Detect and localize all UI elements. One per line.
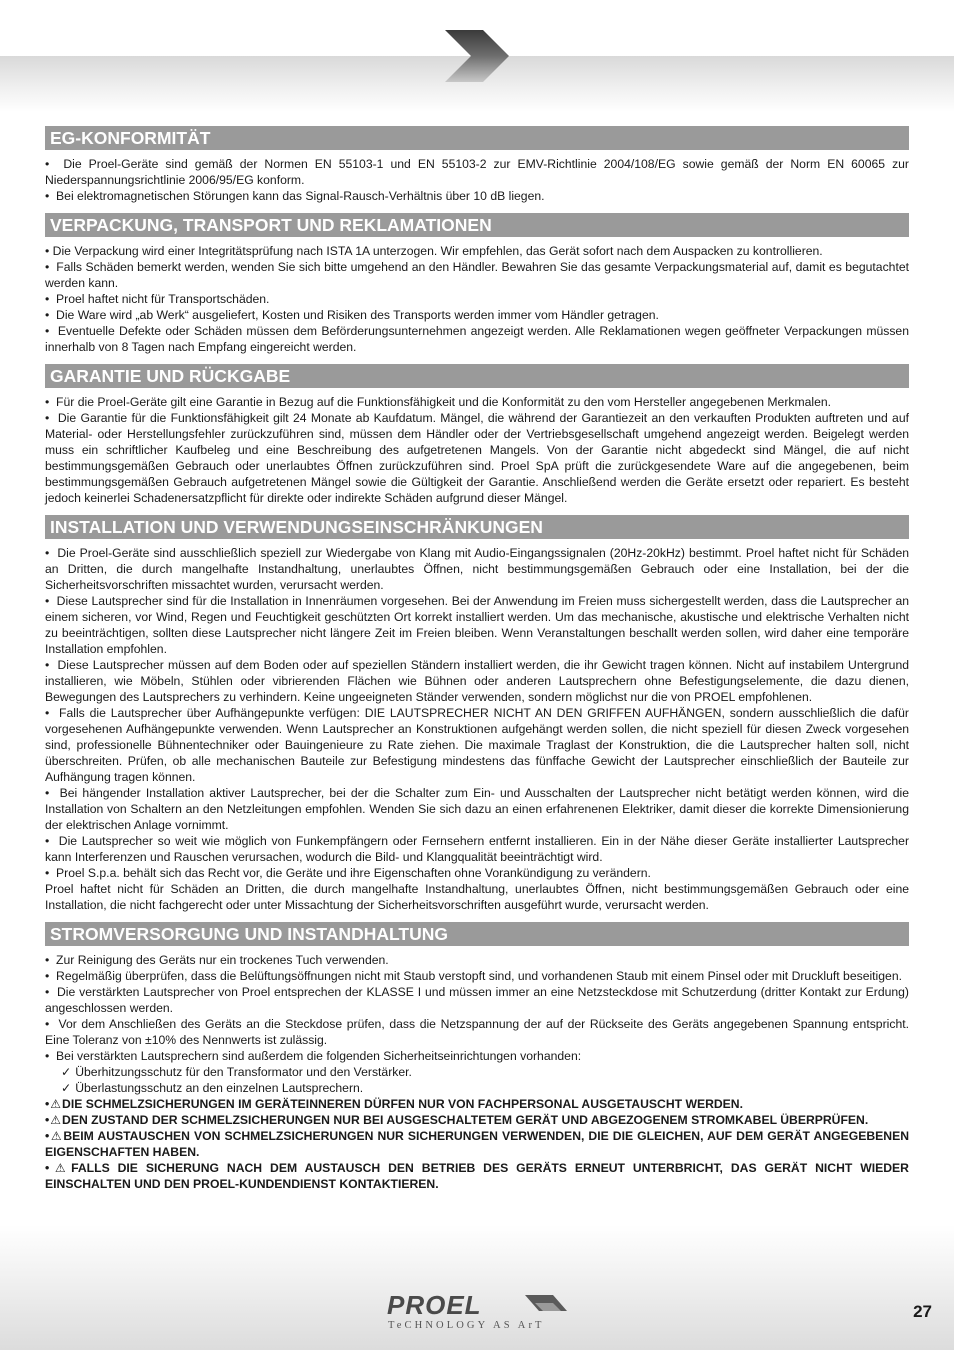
bullet-item: • Die Lautsprecher so weit wie möglich von Funkempfängern oder Fernsehern entfernt installieren. Ein in der Nähe dieser Geräte installierter Lautsprecher kann Interferenzen und Rauschen verursachen, wodurch die Bild- und Klangqualität beeinträchtigt wird. [45, 833, 909, 865]
bullet-item: • Proel haftet nicht für Transportschäden. [45, 291, 909, 307]
warning-item [45, 1160, 909, 1192]
bullet-item: • Die Proel-Geräte sind gemäß der Normen EN 55103-1 und EN 55103-2 zur EMV-Richtlinie 2004/108/EG sowie gemäß der Norm EN 60065 zur Niederspannungsrichtlinie 2006/95/EG konform. [45, 156, 909, 188]
bullet-dot: • [45, 1161, 50, 1175]
warning-text: DEN ZUSTAND DER SCHMELZSICHERUNGEN NUR BEI AUSGESCHALTETEM GERÄT UND ABGEZOGENEM STROMKABEL ÜBERPRÜFEN. [62, 1113, 869, 1127]
bullet-item: • Diese Lautsprecher sind für die Installation in Innenräumen vorgesehen. Bei der Anwendung im Freien muss sichergestellt werden, dass die Lautsprecher an einem sicheren, vor Wind, Regen und Feuchtigkeit geschützten Ort korrekt installiert werden. Um das mechanische, akustische und elektrische Verhalten nicht zu beeinträchtigen, sollten diese Lautsprecher nicht längere Zeit im Freien bleiben. Wenn Veranstaltungen beschallt werden sollen, wird daher eine temporäre Installation empfohlen. [45, 593, 909, 657]
section [45, 515, 909, 913]
warning-text: DIE SCHMELZSICHERUNGEN IM GERÄTEINNEREN DÜRFEN NUR VON FACHPERSONAL AUSGETAUSCHT WERDEN. [62, 1097, 743, 1111]
check-item [45, 1080, 909, 1096]
section [45, 126, 909, 204]
chevron-arrow-icon [443, 28, 511, 84]
section-title: VERPACKUNG, TRANSPORT UND REKLAMATIONEN [45, 213, 909, 237]
warning-triangle-icon: ⚠ [50, 1113, 62, 1127]
warning-triangle-icon: ⚠ [50, 1129, 63, 1143]
warning-item [45, 1112, 909, 1128]
bullet-item: • Die Proel-Geräte sind ausschließlich speziell zur Wiedergabe von Klang mit Audio-Eingangssignalen (20Hz-20kHz) bestimmt. Proel haftet nicht für Schäden an Dritten, die durch mangelhafte Instandhaltung, unerlaubtes Öffnen, nicht bestimmungsgemäßen Gebrauch oder eine Installation, bei der die Sicherheitsvorschriften missachtet wurden, verursacht werden. [45, 545, 909, 593]
warning-text: FALLS DIE SICHERUNG NACH DEM AUSTAUSCH DEN BETRIEB DES GERÄTS ERNEUT UNTERBRICHT, DAS GERÄT NICHT WIEDER EINSCHALTEN UND DEN PROEL-KUNDENDIENST KONTAKTIEREN. [45, 1161, 909, 1191]
warning-triangle-icon: ⚠ [50, 1097, 62, 1111]
warning-triangle-icon: ⚠ [50, 1161, 71, 1175]
bullet-item: • Diese Lautsprecher müssen auf dem Boden oder auf speziellen Ständern installiert werden, die ihr Gewicht tragen können. Nicht auf instabilem Untergrund installieren, wie Möbeln, Stühlen oder vibrierenden Flächen wie Bühnen oder anderen Lautsprechern ohne Befestigungselemente, die dazu dienen, Bewegungen des Lautsprechers zu verhindern. Keine ungeeigneten Ständer verwenden, sondern möglichst nur die von PROEL empfohlenen. [45, 657, 909, 705]
section-title: GARANTIE UND RÜCKGABE [45, 364, 909, 388]
bullet-item: • Eventuelle Defekte oder Schäden müssen dem Beförderungsunternehmen angezeigt werden. Alle Reklamationen wegen geöffneter Verpackungen müssen innerhalb von 8 Tagen nach Empfang eingereicht werden. [45, 323, 909, 355]
section [45, 922, 909, 1192]
section [45, 364, 909, 506]
paragraph: Proel haftet nicht für Schäden an Dritten, die durch mangelhafte Instandhaltung, unerlaubtes Öffnen, nicht bestimmungsgemäßen Gebrauch oder eine Installation, die nicht fachgerecht oder unter Missachtung der Sicherheitsvorschriften ausgeführt wurde, verursacht werden. [45, 882, 909, 912]
document-body [45, 126, 909, 1192]
warning-text: BEIM AUSTAUSCHEN VON SCHMELZSICHERUNGEN NUR SICHERUNGEN VERWENDEN, DIE DIE GLEICHEN, AUF DEM GERÄT ANGEGEBENEN EIGENSCHAFTEN HABEN. [45, 1129, 910, 1159]
warning-item [45, 1096, 909, 1112]
proel-logo [385, 1290, 575, 1330]
bullet-item: • Die Garantie für die Funktionsfähigkeit gilt 24 Monate ab Kaufdatum. Mängel, die während der Garantiezeit an den verkauften Produkten auftreten und auf Material- oder Herstellungsfehler zurückzuführen sind, müssen dem Händler oder der Vertriebsgesellschaft umgehend angezeigt werden. Beigelegt werden muss ein schriftlicher Kaufbeleg und eine Beschreibung des aufgetretenen Mangels. Von der Garantie nicht abgedeckt sind Mängel, die auf nicht bestimmungsgemäßen Gebrauch oder unerlaubtes Öffnen zurückzuführen sind. Proel SpA prüft die zurückgesendete Ware auf die angegebenen, beim bestimmungsgemäßen Gebrauch aufgetretenen Mängel sowie die Gültigkeit der Garantie. Anschließend werden die Geräte ersetzt oder repariert. Es besteht jedoch keinerlei Schadenersatzpflicht für direkte oder indirekte Schäden aufgrund dieser Mängel. [45, 410, 909, 506]
paragraph: • Die Verpackung wird einer Integritätsprüfung nach ISTA 1A unterzogen. Wir empfehlen, das Gerät sofort nach dem Auspacken zu kontrollieren. [45, 244, 823, 258]
bullet-item: • Für die Proel-Geräte gilt eine Garantie in Bezug auf die Funktionsfähigkeit und die Konformität zu den vom Hersteller angegebenen Merkmalen. [45, 394, 909, 410]
checkmark-icon: ✓ [61, 1065, 72, 1079]
logo-wordmark: PROEL [387, 1290, 482, 1320]
bullet-item: • Regelmäßig überprüfen, dass die Belüftungsöffnungen nicht mit Staub verstopft sind, und vorhandenen Staub mit einem Pinsel oder mit Druckluft beseitigen. [45, 968, 909, 984]
section-title: STROMVERSORGUNG UND INSTANDHALTUNG [45, 922, 909, 946]
check-item-text: Überlastungsschutz an den einzelnen Lautsprechern. [75, 1081, 364, 1095]
bullet-item: • Die Ware wird „ab Werk“ ausgeliefert, Kosten und Risiken des Transports werden immer vom Händler getragen. [45, 307, 909, 323]
check-item [45, 1064, 909, 1080]
section-title: EG-KONFORMITÄT [45, 126, 909, 150]
bullet-item: • Bei elektromagnetischen Störungen kann das Signal-Rausch-Verhältnis über 10 dB liegen. [45, 188, 909, 204]
checkmark-icon: ✓ [61, 1081, 72, 1095]
bullet-item: • Proel S.p.a. behält sich das Recht vor, die Geräte und ihre Eigenschaften ohne Vorankündigung zu verändern. [45, 865, 909, 881]
check-item-text: Überhitzungsschutz für den Transformator und den Verstärker. [75, 1065, 412, 1079]
section-title: INSTALLATION UND VERWENDUNGSEINSCHRÄNKUNGEN [45, 515, 909, 539]
bullet-dot: • [45, 1113, 50, 1127]
bullet-item: • Bei hängender Installation aktiver Lautsprecher, bei der die Schalter zum Ein- und Ausschalten der Lautsprecher nicht betätigt werden können, wird die Installation von Schaltern an den Netzleitungen empfohlen. Wenden Sie sich dazu an einen erfahrenenen Elektriker, damit dieser die korrekte Dimensionierung der elektrischen Anlage vornimmt. [45, 785, 909, 833]
warning-item [45, 1128, 909, 1160]
bullet-dot: • [45, 1097, 50, 1111]
section [45, 213, 909, 355]
footer-band [0, 1225, 954, 1350]
bullet-item: • Zur Reinigung des Geräts nur ein trockenes Tuch verwenden. [45, 952, 909, 968]
bullet-item: • Falls Schäden bemerkt werden, wenden Sie sich bitte umgehend an den Händler. Bewahren Sie das gesamte Verpackungsmaterial auf, damit es begutachtet werden kann. [45, 259, 909, 291]
page-number: 27 [913, 1302, 932, 1321]
bullet-item: • Vor dem Anschließen des Geräts an die Steckdose prüfen, dass die Netzspannung der auf der Rückseite des Geräts angegebenen Spannung entspricht. Eine Toleranz von ±10% des Nennwerts ist zulässig. [45, 1016, 909, 1048]
bullet-dot: • [45, 1129, 50, 1143]
bullet-item: • Falls die Lautsprecher über Aufhängepunkte verfügen: DIE LAUTSPRECHER NICHT AN DEN GRIFFEN AUFHÄNGEN, sondern ausschließlich die dafür vorgesehenen Aufhängepunkte verwenden. Wenn Lautsprecher an Konstruktionen aufgehängt werden sollen, die nicht speziell für diesen Zweck vorgesehen sind, professionelle Bühnentechniker oder Bauingenieure zu Rate ziehen. Die maximale Traglast der Konstruktion, die die Lautsprecher halten soll, nicht überschreiten. Prüfen, ob alle mechanischen Bauteile zur Befestigung mindestens das fünffache Gewicht der Lautsprecher einschließlich der Bauteile zur Aufhängung tragen können. [45, 705, 909, 785]
bullet-item: • Bei verstärkten Lautsprechern sind außerdem die folgenden Sicherheitseinrichtungen vorhanden: [45, 1048, 909, 1064]
logo-tagline: TeCHNOLOGY AS ArT [388, 1320, 545, 1330]
bullet-item: • Die verstärkten Lautsprecher von Proel entsprechen der KLASSE I und müssen immer an eine Netzsteckdose mit Schutzerdung (dritter Kontakt zur Erdung) angeschlossen werden. [45, 984, 909, 1016]
